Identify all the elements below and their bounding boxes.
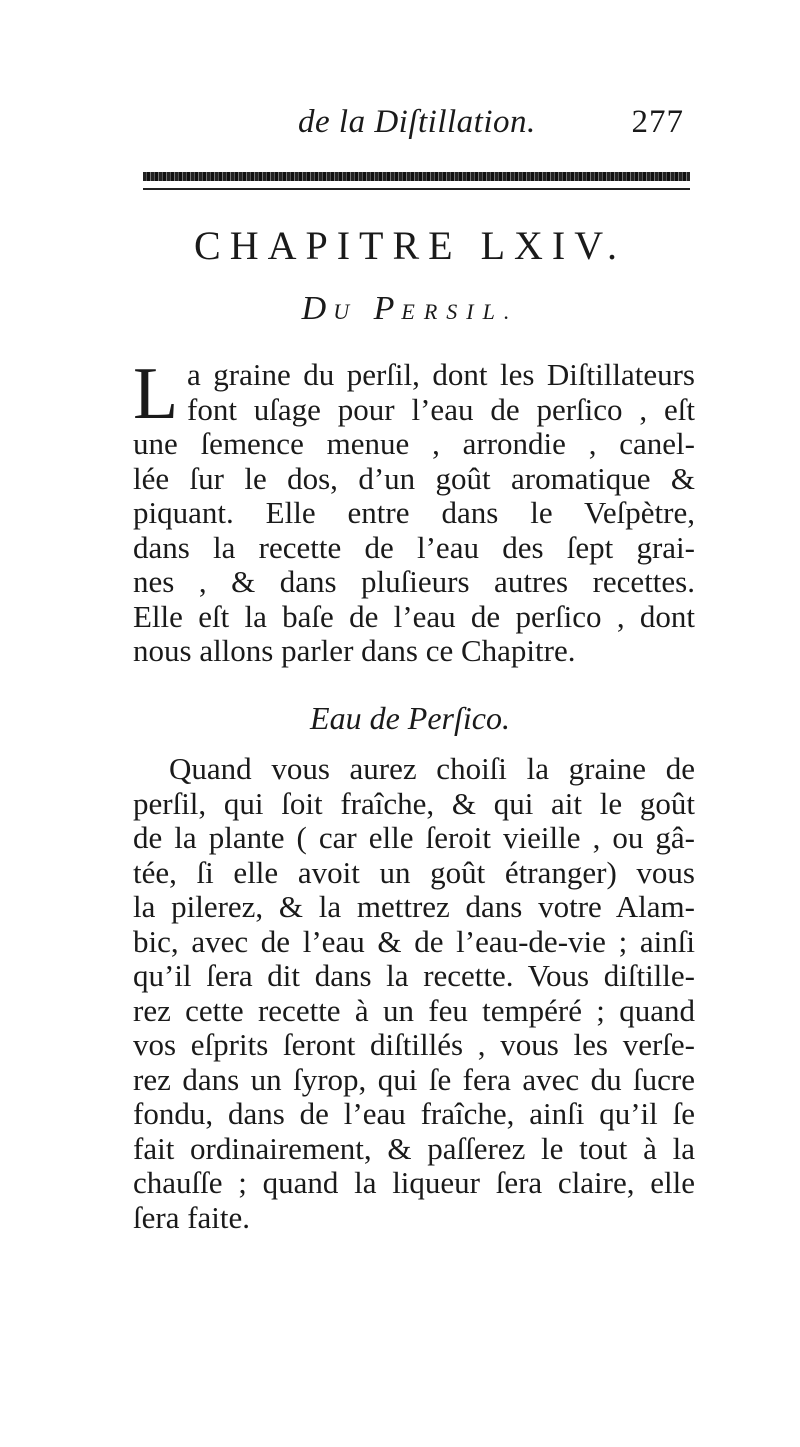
text-line: rez dans un ſyrop, qui ſe fera avec du ſucre bbox=[133, 1061, 695, 1097]
subject-initial-2: P bbox=[373, 290, 402, 327]
text-line: lée ſur le dos, d’un goût aromatique & bbox=[133, 460, 695, 496]
text-line: tée, ſi elle avoit un goût étranger) vous bbox=[133, 854, 695, 890]
text-line: piquant. Elle entre dans le Veſpètre, bbox=[133, 495, 695, 530]
subject-rest-2: ERSIL. bbox=[401, 299, 519, 324]
running-title: de la Diſtillation. bbox=[298, 104, 536, 140]
text-line: fondu, dans de l’eau fraîche, ainſi qu’il ſe bbox=[133, 1096, 695, 1131]
text-line: rez cette recette à un feu tempéré ; quand bbox=[133, 992, 695, 1028]
text-line: a graine du perſil, dont les Diſtillateurs bbox=[187, 357, 695, 392]
text-line: vos eſprits ſeront diſtillés , vous les verſe- bbox=[133, 1027, 695, 1062]
text-line: la pilerez, & la mettrez dans votre Alam- bbox=[133, 889, 695, 924]
text-line: dans la recette de l’eau des ſept grai- bbox=[133, 529, 695, 565]
text-line: de la plante ( car elle ſeroit vieille , ou gâ- bbox=[133, 820, 695, 855]
text-line: nes , & dans pluſieurs autres recettes. bbox=[133, 564, 695, 599]
thin-rule bbox=[143, 188, 690, 190]
text-line: qu’il ſera dit dans la recette. Vous diſtille- bbox=[133, 958, 695, 993]
text-line: bic, avec de l’eau & de l’eau-de-vie ; ainſi bbox=[133, 923, 695, 959]
drop-cap: L bbox=[133, 353, 179, 435]
text-line: chauſſe ; quand la liqueur ſera claire, elle bbox=[133, 1165, 695, 1200]
text-line: Elle eſt la baſe de l’eau de perſico , dont bbox=[133, 598, 695, 634]
chapter-subject bbox=[130, 290, 690, 328]
text-line: fait ordinairement, & paſſerez le tout à la bbox=[133, 1130, 695, 1166]
text-line: perſil, qui ſoit fraîche, & qui ait le goût bbox=[133, 785, 695, 821]
paragraph-1 bbox=[133, 353, 695, 669]
page-number: 277 bbox=[631, 104, 684, 140]
section-heading: Eau de Perſico. bbox=[310, 700, 510, 736]
drop-cap-block bbox=[133, 353, 695, 435]
text-line: une ſemence menue , arrondie , canel- bbox=[133, 426, 695, 461]
ornamental-rule bbox=[143, 172, 690, 181]
paragraph-2 bbox=[133, 752, 695, 1235]
text-line: ſera faite. bbox=[133, 1199, 251, 1235]
running-head bbox=[130, 104, 690, 154]
text-line: Quand vous aurez choiſi la graine de bbox=[169, 751, 695, 786]
chapter-title: CHAPITRE LXIV. bbox=[194, 223, 626, 268]
subject-rest-1: U bbox=[333, 299, 359, 324]
subject-initial-1: D bbox=[301, 290, 334, 327]
text-line: font uſage pour l’eau de perſico , eſt bbox=[187, 391, 695, 427]
text-line: nous allons parler dans ce Chapitre. bbox=[133, 633, 576, 668]
